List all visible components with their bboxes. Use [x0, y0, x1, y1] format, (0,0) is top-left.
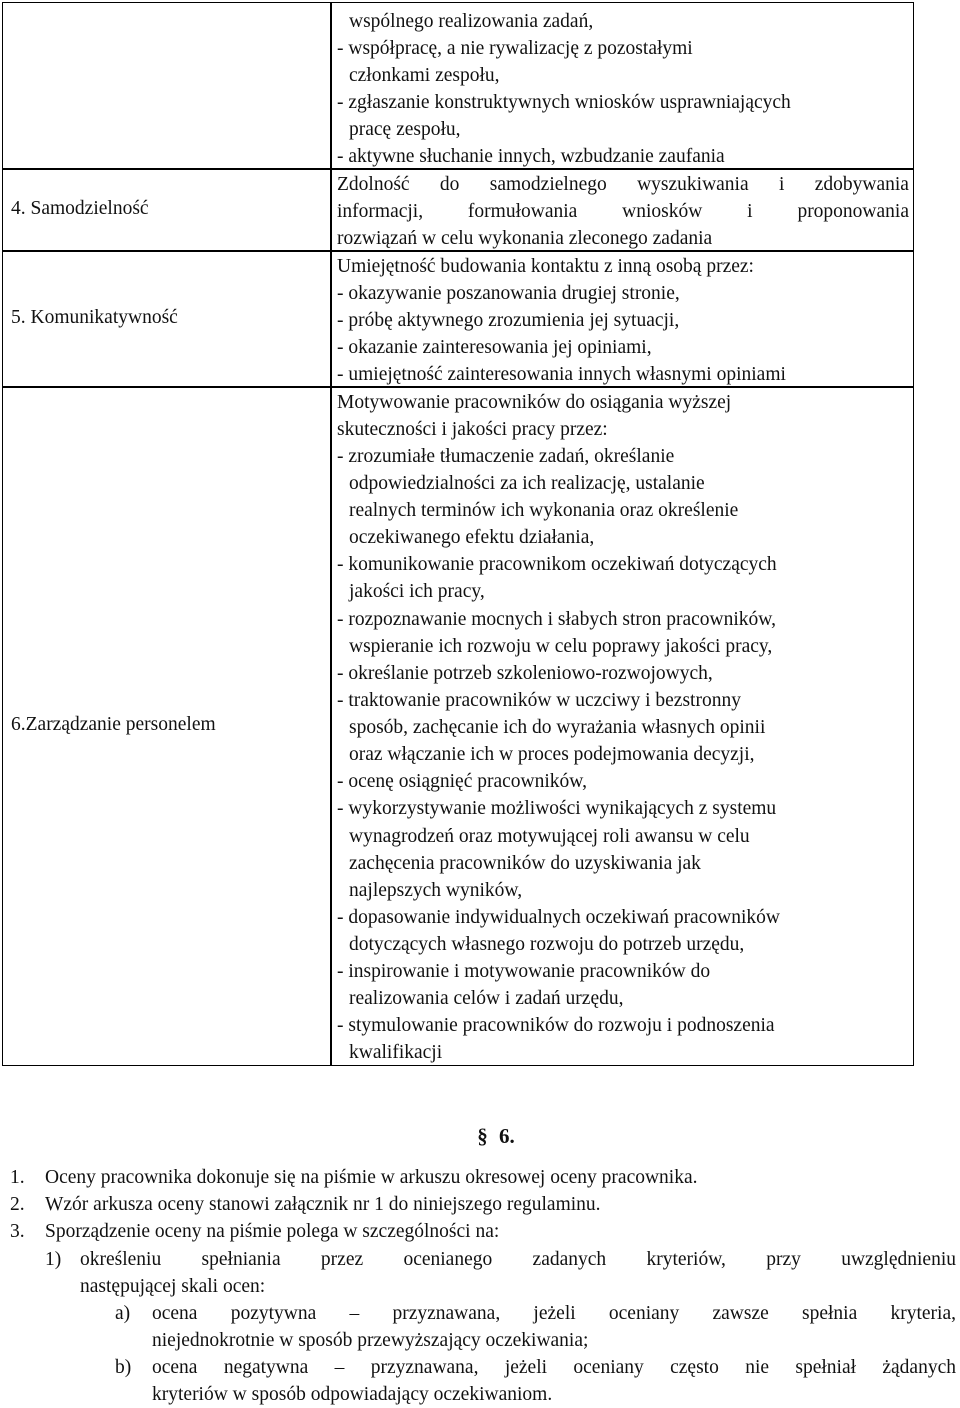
cell-line: Umiejętność budowania kontaktu z inną osobą przez: — [337, 256, 754, 277]
paragraph-text: Sporządzenie oceny na piśmie polega w szczególności na: — [45, 1221, 500, 1242]
cell-word: Zdolność — [337, 174, 410, 195]
cell-line: wspieranie ich rozwoju w celu poprawy jakości pracy, — [349, 636, 773, 657]
cell-line: - komunikowanie pracownikom oczekiwań dotyczących — [337, 554, 777, 575]
cell-line-justified — [337, 171, 909, 198]
subitem-text: niejednokrotnie w sposób przewyższający oczekiwania; — [152, 1330, 589, 1351]
cell-line: - rozpoznawanie mocnych i słabych stron pracowników, — [337, 609, 776, 630]
cell-line: wspólnego realizowania zadań, — [349, 11, 594, 32]
cell-line: odpowiedzialności za ich realizację, ustalanie — [349, 473, 705, 494]
cell-line: najlepszych wyników, — [349, 880, 523, 901]
subpoint-text: następującej skali ocen: — [80, 1276, 266, 1297]
cell-line: oczekiwanego efektu działania, — [349, 527, 595, 548]
paragraph-number: 3. — [10, 1221, 25, 1242]
subitem-text: ocena pozytywna – przyznawana, jeżeli oceniany zawsze spełnia kryteria, — [152, 1303, 956, 1324]
cell-line: - zrozumiałe tłumaczenie zadań, określanie — [337, 446, 675, 467]
cell-line: - ocenę osiągnięć pracowników, — [337, 771, 587, 792]
column-divider — [330, 3, 332, 1065]
cell-word: do — [439, 174, 460, 195]
cell-line: oraz włączanie ich w proces podejmowania decyzji, — [349, 744, 755, 765]
subpoint-text: określeniu spełniania przez ocenianego zadanych kryteriów, przy uwzględnieniu — [80, 1249, 956, 1270]
cell-line: - aktywne słuchanie innych, wzbudzanie zaufania — [337, 146, 725, 167]
cell-line: - inspirowanie i motywowanie pracowników do — [337, 961, 711, 982]
cell-line: wynagrodzeń oraz motywującej roli awansu w celu — [349, 826, 750, 847]
subitem-letter: b) — [115, 1357, 132, 1378]
subitem-text: kryteriów w sposób odpowiadający oczekiwaniom. — [152, 1384, 553, 1405]
cell-line: - traktowanie pracowników w uczciwy i bezstronny — [337, 690, 741, 711]
subitem-text: ocena negatywna – przyznawana, jeżeli oceniany często nie spełniał żądanych — [152, 1357, 956, 1378]
cell-line: sposób, zachęcanie ich do wyrażania własnych opinii — [349, 717, 766, 738]
cell-line: - współpracę, a nie rywalizację z pozostałymi — [337, 38, 693, 59]
cell-line: pracę zespołu, — [349, 119, 461, 140]
cell-line: - okazanie zainteresowania jej opiniami, — [337, 337, 652, 358]
cell-word: samodzielnego — [489, 174, 607, 195]
section-heading — [0, 1124, 960, 1149]
cell-line: - okazywanie poszanowania drugiej stronie, — [337, 283, 680, 304]
cell-line: jakości ich pracy, — [349, 581, 485, 602]
cell-line: zachęcenia pracowników do uzyskiwania jak — [349, 853, 701, 874]
cell-line: - zgłaszanie konstruktywnych wniosków usprawniających — [337, 92, 791, 113]
cell-line: - określanie potrzeb szkoleniowo-rozwojowych, — [337, 663, 713, 684]
cell-line: - stymulowanie pracowników do rozwoju i podnoszenia — [337, 1015, 775, 1036]
criterion-komunikatywnosc: 5. Komunikatywność — [11, 307, 178, 328]
paragraph-number: 2. — [10, 1194, 25, 1215]
cell-line: dotyczących własnego rozwoju do potrzeb urzędu, — [349, 934, 745, 955]
cell-line: - dopasowanie indywidualnych oczekiwań pracowników — [337, 907, 780, 928]
cell-line: skuteczności i jakości pracy przez: — [337, 419, 608, 440]
criterion-zarzadzanie: 6.Zarządzanie personelem — [11, 714, 216, 735]
subpoint-number: 1) — [45, 1249, 62, 1270]
cell-line: kwalifikacji — [349, 1042, 443, 1063]
paragraph-number: 1. — [10, 1167, 25, 1188]
cell-line: realnych terminów ich wykonania oraz określenie — [349, 500, 739, 521]
cell-line: realizowania celów i zadań urzędu, — [349, 988, 624, 1009]
competency-table — [2, 2, 914, 1066]
cell-line: rozwiązań w celu wykonania zleconego zadania — [337, 228, 713, 249]
cell-word: i — [778, 174, 785, 195]
section-number: 6. — [499, 1124, 515, 1148]
cell-line: informacji, formułowania wniosków i proponowania — [337, 201, 909, 222]
paragraph-text: Wzór arkusza oceny stanowi załącznik nr 1 do niniejszego regulaminu. — [45, 1194, 601, 1215]
cell-line: Motywowanie pracowników do osiągania wyższej — [337, 392, 732, 413]
cell-line: - próbę aktywnego zrozumienia jej sytuacji, — [337, 310, 680, 331]
section-symbol: § — [477, 1124, 488, 1148]
criterion-samodzielnosc: 4. Samodzielność — [11, 198, 149, 219]
paragraph-text: Oceny pracownika dokonuje się na piśmie w arkuszu okresowej oceny pracownika. — [45, 1167, 698, 1188]
cell-line: - umiejętność zainteresowania innych własnymi opiniami — [337, 364, 786, 385]
subitem-letter: a) — [115, 1303, 131, 1324]
cell-word: zdobywania — [814, 174, 909, 195]
cell-line: - wykorzystywanie możliwości wynikających z systemu — [337, 798, 777, 819]
cell-line: członkami zespołu, — [349, 65, 500, 86]
cell-word: wyszukiwania — [637, 174, 749, 195]
